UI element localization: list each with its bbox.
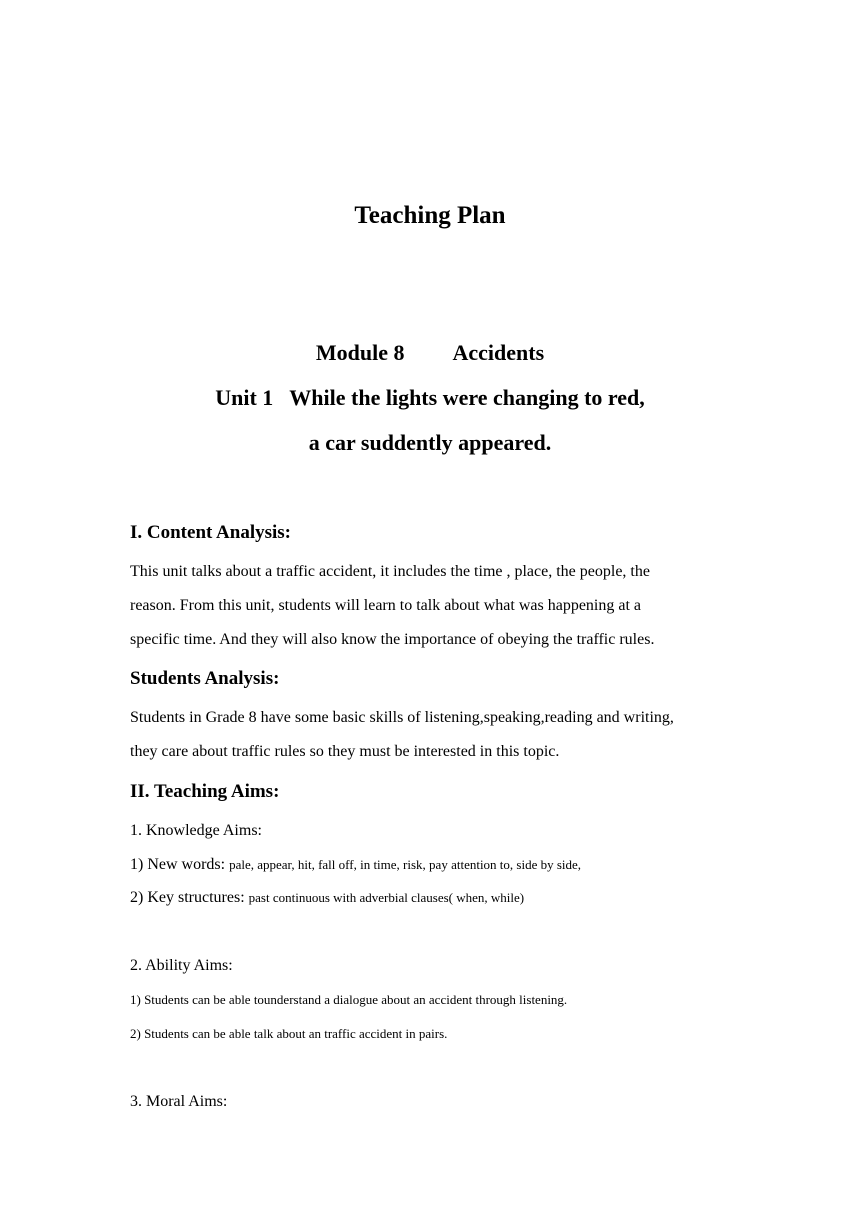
students-analysis-heading: Students Analysis: xyxy=(130,668,280,689)
moral-aims-label: 3. Moral Aims: xyxy=(130,1093,228,1110)
unit-number: Unit 1 xyxy=(215,385,274,410)
content-analysis-line: reason. From this unit, students will learn to talk about what was happening at a xyxy=(130,597,642,614)
ability-aims-label: 2. Ability Aims: xyxy=(130,957,233,974)
item-detail: pale, appear, hit, fall off, in time, risk, pay attention to, side by side, xyxy=(229,857,582,872)
students-analysis-line: Students in Grade 8 have some basic skills of listening,speaking,reading and writing, xyxy=(130,709,674,726)
content-analysis-line: This unit talks about a traffic accident, it includes the time , place, the people, the xyxy=(130,563,650,580)
content-analysis-line: specific time. And they will also know the importance of obeying the traffic rules. xyxy=(130,631,655,648)
item-lead: 2) Key structures: xyxy=(130,889,249,906)
knowledge-aims-item xyxy=(130,889,524,907)
module-heading xyxy=(0,340,860,366)
page-title: Teaching Plan xyxy=(354,202,506,229)
unit-title-line2: a car suddently appeared. xyxy=(308,430,552,455)
unit-title-line1: While the lights were changing to red, xyxy=(289,385,645,410)
item-lead: 1) New words: xyxy=(130,856,230,873)
content-analysis-heading: I. Content Analysis: xyxy=(130,522,291,543)
unit-heading xyxy=(0,385,860,411)
ability-aims-item: 1) Students can be able tounderstand a dialogue about an accident through listening. xyxy=(130,992,568,1007)
knowledge-aims-label: 1. Knowledge Aims: xyxy=(130,822,262,839)
item-detail: past continuous with adverbial clauses( when, while) xyxy=(248,890,525,905)
ability-aims-item: 2) Students can be able talk about an traffic accident in pairs. xyxy=(130,1026,448,1041)
students-analysis-line: they care about traffic rules so they must be interested in this topic. xyxy=(130,743,560,760)
module-number: Module 8 xyxy=(315,340,405,365)
module-name: Accidents xyxy=(452,340,545,365)
knowledge-aims-item xyxy=(130,856,581,874)
teaching-aims-heading: II. Teaching Aims: xyxy=(130,781,280,802)
